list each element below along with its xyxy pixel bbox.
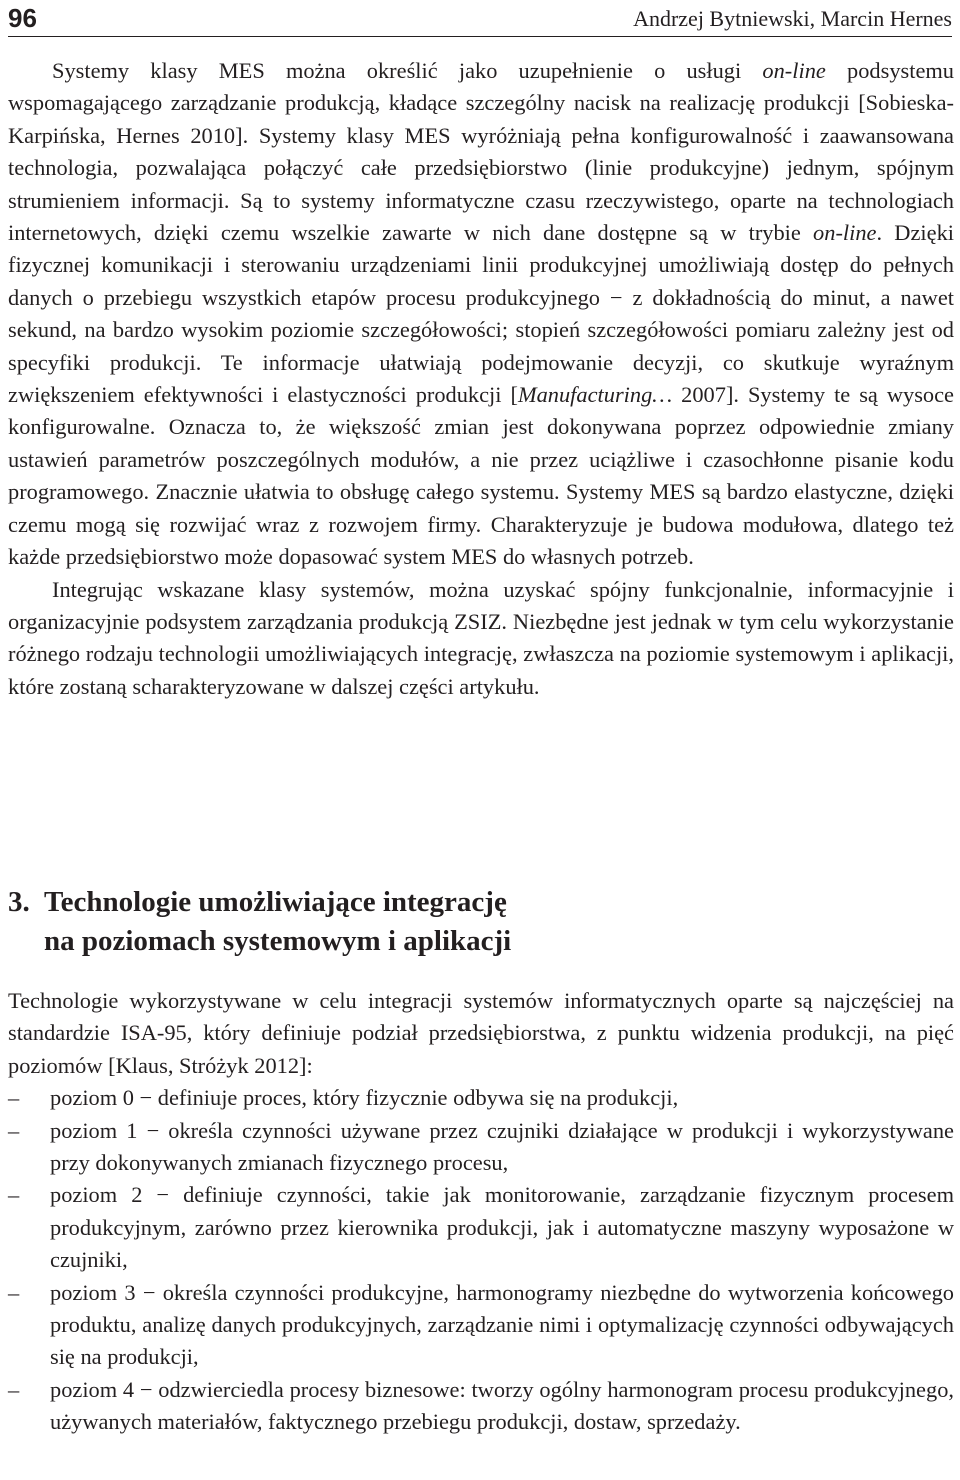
list-dash: – [8,1376,20,1402]
list-dash: – [8,1182,20,1208]
section-body [8,985,954,1439]
list-dash: – [8,1117,20,1143]
list-item [8,1115,954,1180]
list-item-text: poziom 4 − odzwierciedla procesy biznesowe: tworzy ogólny harmonogram procesu produkcyjnego, używanych materiałów, faktycznego przebiegu produkcji, dostaw, sprzedaży. [50,1376,954,1435]
paragraph-text: podsystemu wspomagającego zarządzanie produkcją, kładące szczególny nacisk na realizację produkcji [Sobieska-Karpińska, Hernes 2010]. Systemy klasy MES wyróżniają pełna konfigurowalność i zaawansowana technologia, pozwalająca połączyć całe przedsiębiorstwo (linie produkcyjne) jednym, spójnym strumieniem informacji. Są to systemy informatyczne czasu rzeczywistego, oparte na technologiach internetowych, dzięki czemu wszelkie zawarte w nich dane dostępne są w trybie [8,58,954,246]
list-item [8,1179,954,1276]
paragraph-integration: Integrując wskazane klasy systemów, można uzyskać spójny funkcjonalnie, informacyjnie i organizacyjnie podsystem zarządzania produkcją ZSIZ. Niezbędne jest jednak w tym celu wykorzystanie różnego rodzaju technologii umożliwiających integrację, zwłaszcza na poziomie systemowym i aplikacji, które zostaną scharakteryzowane w dalszej części artykułu. [8,576,954,699]
running-header [8,2,952,37]
section-title-line-2: na poziomach systemowym i aplikacji [44,925,512,957]
paragraph-text: . Dzięki fizycznej komunikacji i sterowaniu urządzeniami linii produkcyjnej umożliwiają dostęp do pełnych danych o przebiegu wszystkich etapów procesu produkcyjnego − z dokładnością do minut, a nawet sekund, na bardzo wysokim poziomie szczegółowości; stopień szczegółowości pomiaru zależny jest od specyfiki produkcji. Te informacje ułatwiają podejmowanie decyzji, co skutkuje wyraźnym zwiększeniem efektywności i elastyczności produkcji [ [8,220,954,408]
section-title-line-1: Technologie umożliwiające integrację [44,886,507,918]
list-item-text: poziom 2 − definiuje czynności, takie jak monitorowanie, zarządzanie fizycznym procesem produkcyjnym, zarówno przez kierownika produkcji, jak i automatyczne maszyny wyposażone w czujniki, [50,1182,954,1273]
section-number: 3. [8,886,30,918]
paragraph-text: Systemy klasy MES można określić jako uzupełnienie o usługi [52,58,763,83]
citation-manufacturing: Manufacturing… [517,382,673,408]
list-item-text: poziom 1 − określa czynności używane przez czujniki działające w produkcji i wykorzystywane przy dokonywanych zmianach fizycznego procesu, [50,1117,954,1176]
list-item [8,1082,954,1114]
list-item [8,1374,954,1439]
list-item-text: poziom 3 − określa czynności produkcyjne, harmonogramy niezbędne do wytworzenia końcowego produktu, analizę danych produkcyjnych, zarządzanie nimi i optymalizację czynności odbywających się na produkcji, [50,1279,954,1370]
page-number: 96 [8,3,37,33]
list-dash: – [8,1279,20,1305]
section-intro: Technologie wykorzystywane w celu integracji systemów informatycznych oparte są najczęściej na standardzie ISA-95, który definiuje podział przedsiębiorstwa, z punktu widzenia produkcji, na pięć poziomów [Klaus, Stróżyk 2012]: [8,988,954,1078]
section-heading [8,883,948,961]
list-item-text: poziom 0 − definiuje proces, który fizycznie odbywa się na produkcji, [50,1085,679,1111]
list-dash: – [8,1085,20,1111]
isa95-levels-list [8,1082,954,1438]
body-text [8,55,954,703]
running-header-authors: Andrzej Bytniewski, Marcin Hernes [633,6,952,31]
emphasis-online: on-line [813,220,877,246]
list-item [8,1277,954,1374]
emphasis-online: on-line [762,58,826,83]
paragraph-mes-systems [8,55,954,574]
paragraph-text: 2007]. Systemy te są wysoce konfigurowalne. Oznacza to, że większość zmian jest dokonywana poprzez odpowiednie zmiany ustawień parametrów poszczególnych modułów, a nie przez uciążliwe i czasochłonne pisanie kodu programowego. Znacznie ułatwia to obsługę całego systemu. Systemy MES są bardzo elastyczne, dzięki czemu mogą się rozwijać wraz z rozwojem firmy. Charakteryzuje je budowa modułowa, dlatego też każde przedsiębiorstwo może dopasować system MES do własnych potrzeb. [8,382,954,570]
